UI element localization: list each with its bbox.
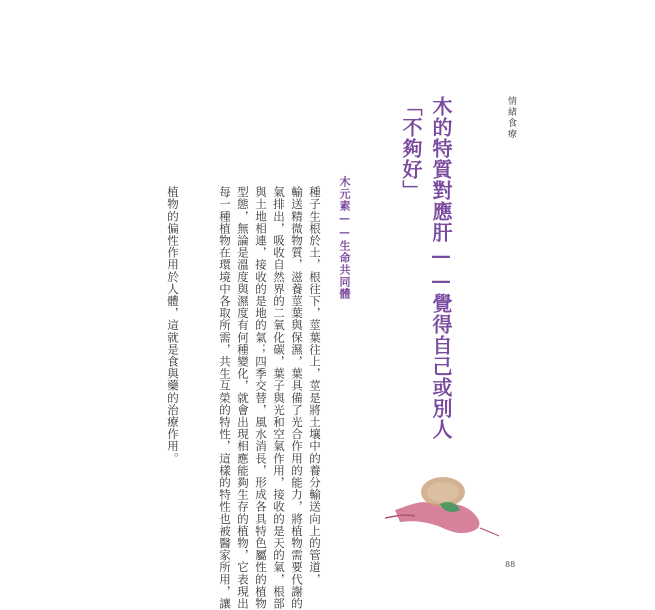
root-tip [480, 528, 499, 536]
chapter-title-line-2: 「不夠好」 [399, 96, 423, 201]
ginseng-root-illustration [385, 470, 500, 540]
mushroom-highlight [427, 482, 459, 502]
body-column: 輸送精微物質，滋養莖葉與保濕，葉具備了光合作用的能力，將植物需要代謝的 [290, 186, 304, 610]
page-number: 88 [505, 560, 516, 569]
body-column: 每一種植物在環境中各取所需，共生互榮的特性，這樣的特性也被醫家所用，讓 [218, 186, 232, 610]
body-column: 與土地相連，接收的是地的氣；四季交替，風水消長，形成各具特色屬性的植物 [254, 186, 268, 610]
body-column: 型態，無論是溫度與濕度有何種變化，就會出現相應能夠生存的植物，它表現出 [236, 186, 250, 610]
chapter-title-line-1: 木的特質對應肝——覺得自己或別人 [429, 96, 453, 440]
root-shape [395, 502, 479, 533]
section-subtitle: 木元素——生命共同體 [338, 176, 351, 300]
body-column: 植物的偏性作用於人體，這就是食與藥的治療作用。 [166, 186, 180, 465]
running-head: 情緒食療 [506, 96, 516, 140]
body-column: 種子生根於土，根往下，莖葉往上，莖是將土壤中的養分輸送向上的管道， [308, 186, 322, 586]
body-column: 氣排出，吸收自然界的二氧化碳，葉子與光和空氣作用，接收的是天的氣，根部 [272, 186, 286, 610]
